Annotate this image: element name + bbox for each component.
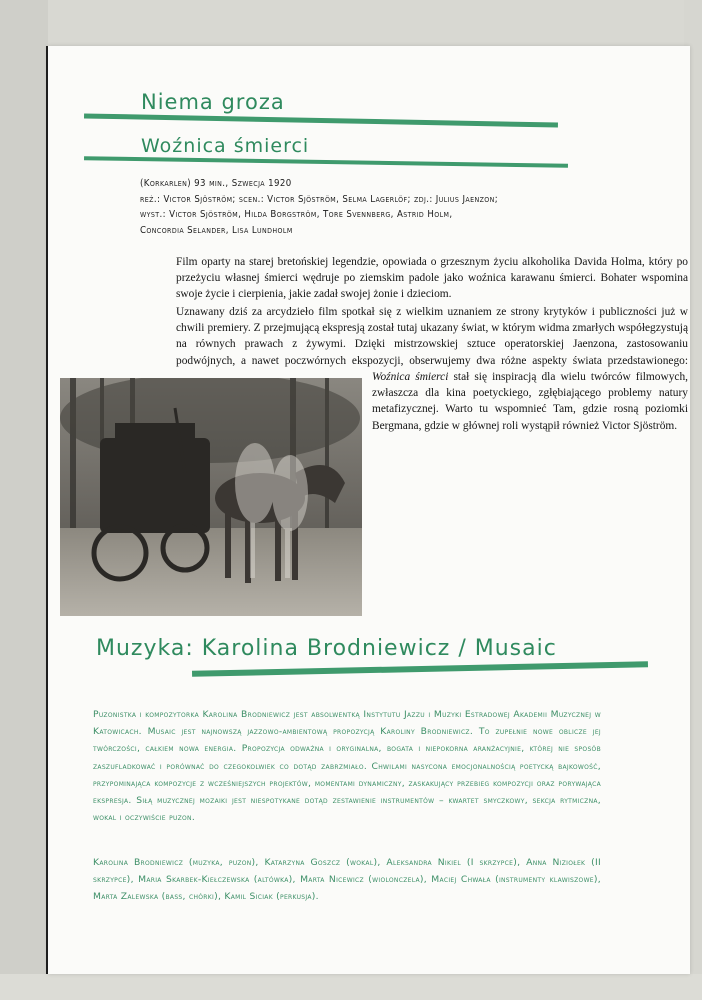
film-title-underline (84, 156, 568, 168)
section-title: Niema groza (141, 90, 285, 114)
film-title-italic: Woźnica śmierci (372, 371, 449, 383)
film-description-paragraph: Film oparty na starej bretońskiej legendzie, opowiada o grzesznym życiu alkoholika Davida Holma, który po przeżyciu własnej śmierci wędruje po ziemskim padole jako woźnica karawanu śmierci. Bohater wspomina swoje życie i cierpienia, jakie zadał swojej żonie i dzieciom. (176, 256, 688, 301)
music-title: Muzyka: Karolina Brodniewicz / Musaic (96, 636, 557, 661)
music-title-underline (192, 661, 648, 677)
credits-line: wyst.: Victor Sjöström, Hilda Borgström, Tore Svennberg, Astrid Holm, (140, 209, 453, 220)
scan-background-left (0, 0, 48, 1000)
brochure-page (48, 46, 690, 974)
film-review-text-end: stał się inspiracją dla wielu twórców filmowych, zwłaszcza dla kina poetyckiego, zgłębiającego problemy natury metafizycznej. Warto tu wspomnieć Tam, gdzie rosną poziomki Bergmana, gdzie w głównej roli wystąpił również Victor Sjöström. (372, 371, 688, 432)
music-description-paragraph: Puzonistka i kompozytorka Karolina Brodniewicz jest absolwentką Instytutu Jazzu i Muzyki Estradowej Akademii Muzycznej w Katowicach. Musaic jest najnowszą jazzowo-ambientową propozycją Karoliny Brodniewicz. To zupełnie nowe oblicze jej twórczości, całkiem nowa energia. Propozycja odważna i oryginalna, bogata i niepokorna aranżacyjnie, której nie sposób zaszufladkować i porównać do czegokolwiek co dotąd zabrzmiało. Chwilami nasycona emocjonalnością poetycką bajkowość, przypominająca kompozycje z wcześniejszych projektów, momentami dynamiczny, zaskakujący przebieg kompozycji oraz porywająca ekspresja. Siłą muzycznej mozaiki jest niespotykane dotąd zestawienie instrumentów – kwartet smyczkowy, sekcja rytmiczna, wokal i oczywiście puzon. (93, 709, 601, 824)
film-review-paragraph-top (176, 304, 688, 369)
film-review-text: Uznawany dziś za arcydzieło film spotkał się z wielkim uznaniem ze strony krytyków i publiczności już w chwili premiery. Z przejmującą ekspresją został tutaj ukazany świat, w którym widma zmarłych współegzystują na równych prawach z żywymi. Dzięki mistrzowskiej sztuce operatorskiej Jaenzona, zastosowaniu podwójnych, a nawet poczwórnych ekspozycji, obserwujemy dwa różne aspekty świata przedstawionego: (176, 306, 688, 367)
scan-background-top (0, 0, 702, 46)
film-credits (140, 176, 560, 238)
credits-line: reż.: Victor Sjöström; scen.: Victor Sjöström, Selma Lagerlöf; zdj.: Julius Jaenzon; (140, 193, 499, 205)
credits-line: (Korkarlen) 93 min., Szwecja 1920 (140, 178, 292, 189)
film-still-photo (60, 378, 362, 616)
film-title: Woźnica śmierci (141, 135, 310, 157)
music-performers-paragraph: Karolina Brodniewicz (muzyka, puzon), Katarzyna Goszcz (wokal), Aleksandra Nikiel (I skrzypce), Anna Niziołek (II skrzypce), Maria Skarbek-Kiełczewska (altówka), Marta Nicewicz (wiolonczela), Maciej Chwała (instrumenty klawiszowe), Marta Zalewska (bass, chórki), Kamil Siciak (perkusja). (93, 857, 601, 903)
credits-line: Concordia Selander, Lisa Lundholm (140, 224, 293, 236)
scan-background-bottom (0, 974, 702, 1000)
section-title-underline (84, 113, 558, 127)
film-still-illustration (60, 378, 362, 616)
film-review-paragraph-column (372, 369, 688, 609)
